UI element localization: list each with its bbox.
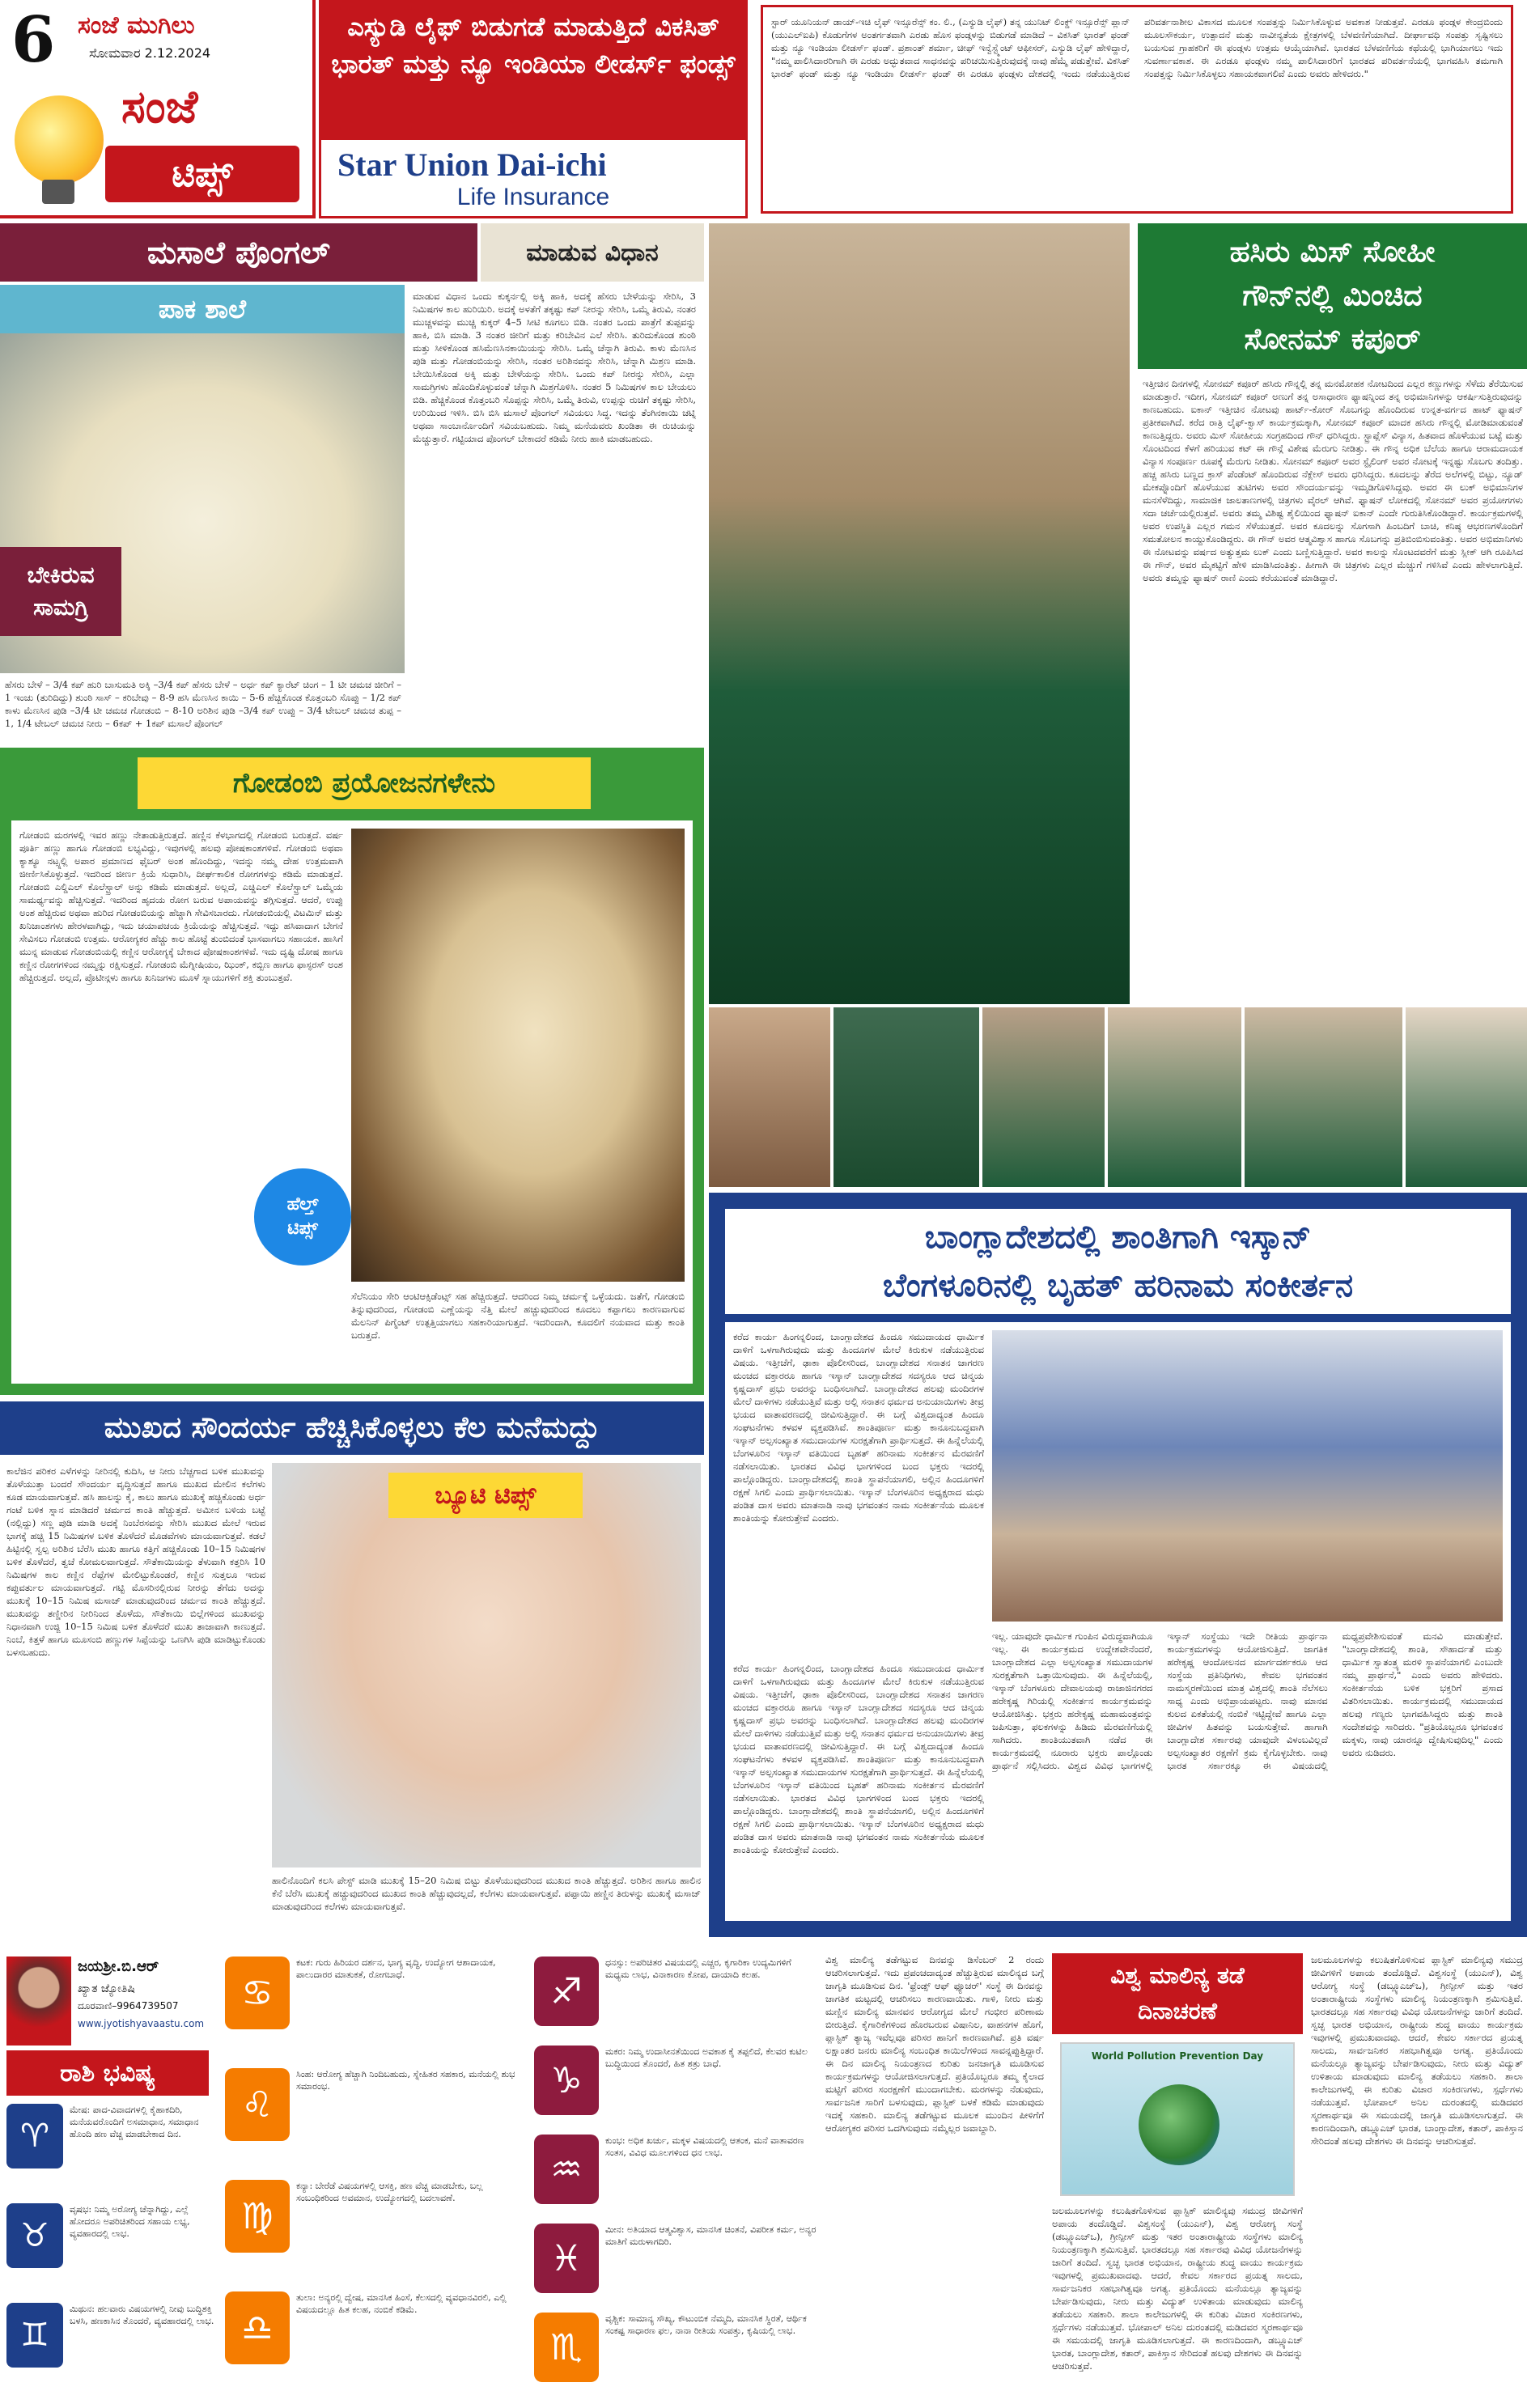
ad-headline-box [319,0,748,138]
section-title: ಸಂಜೆ [121,81,198,134]
kitchen-tag: ಪಾಕ ಶಾಲೆ [0,285,405,333]
rashi-mithuna: ♊ ಮಿಥುನ: ಹಲವಾರು ವಿಷಯಗಳಲ್ಲಿ ನೀವು ಬುದ್ಧಿಶಕ್ತಿ ಬಳಸಿ, ಹಣಕಾಸಿನ ತೊಂದರೆ, ವ್ಯವಹಾರದಲ್ಲಿ ಲಾಭ. [6,2303,217,2396]
method-text: ಮಾಡುವ ವಿಧಾನ ಒಂದು ಕುಕ್ಕರ್ನಲ್ಲಿ ಅಕ್ಕಿ ಹಾಕಿ, ಅದಕ್ಕೆ ಹೆಸರು ಬೇಳೆಯನ್ನು ಸೇರಿಸಿ, 3 ನಿಮಿಷಗಳ ಕಾಲ ಹುರಿಯಿರಿ. ಅದಕ್ಕೆ ಅಳತೆಗೆ ತಕ್ಕಷ್ಟು ಕಪ್ ನೀರನ್ನು ಸೇರಿಸಿ, ಒಮ್ಮೆ ತಿರುವಿ, ನಂತರ ಮುಚ್ಚಳವನ್ನು ಮುಚ್ಚಿ ಕುಕ್ಕರ್ 4–5 ಸೀಟಿ ಕೂಗಲು ಬಿಡಿ. ನಂತರ ಒಂದು ಪಾತ್ರೆಗೆ ತುಪ್ಪವನ್ನು ಹಾಕಿ, ಬಿಸಿ ಮಾಡಿ. 3 ನಂತರ ಜೀರಿಗೆ ಮತ್ತು ಕರಿಬೇವಿನ ಎಲೆ ಸೇರಿಸಿ. ತುರಿದುಕೊಂಡ ಶುಂಠಿ ಮತ್ತು ಸೀಳಿಕೊಂಡ ಹಸಿಮೆಣಸಿನಕಾಯಿಯನ್ನು ಸೇರಿಸಿ. ಒಮ್ಮೆ ಚೆನ್ನಾಗಿ ತಿರುವಿ. ಕಾಳು ಮೆಣಸಿನ ಪುಡಿ ಮತ್ತು ಗೋಡಂಬಿಯನ್ನು ಸೇರಿಸಿ, ನಂತರ ಅರಿಶಿನವನ್ನು ಸೇರಿಸಿ, ಚೆನ್ನಾಗಿ ಮಿಶ್ರಣ ಮಾಡಿ. ಬೇಯಿಸಿಕೊಂಡ ಅಕ್ಕಿ ಮತ್ತು ಬೇಳೆಯನ್ನು ಸೇರಿಸಿ. ಒಂದು ಕಪ್ ನೀರನ್ನು ಸೇರಿಸಿ, ಎಲ್ಲಾ ಸಾಮಗ್ರಿಗಳು ಹೊಂದಿಕೊಳ್ಳುವಂತೆ ಚೆನ್ನಾಗಿ ಮಿಶ್ರಗೊಳಿಸಿ. ನಂತರ 5 ನಿಮಿಷಗಳ ಕಾಲ ಬೇಯಲು ಬಿಡಿ. ಹೆಚ್ಚಿಕೊಂಡ ಕೊತ್ತಂಬರಿ ಸೊಪ್ಪನ್ನು ಸೇರಿಸಿ, ಒಮ್ಮೆ ತಿರುವಿ, ಉಪ್ಪನ್ನು ರುಚಿಗೆ ತಕ್ಕಷ್ಟು ಸೇರಿಸಿ, ಉರಿಯಿಂದ ಇಳಿಸಿ. ಬಿಸಿ ಬಿಸಿ ಮಸಾಲೆ ಪೊಂಗಲ್ ಸವಿಯಲು ಸಿದ್ಧ. ಇದನ್ನು ತೆಂಗಿನಕಾಯಿ ಚಟ್ನಿ ಅಥವಾ ಸಾಂಬಾರ್ನೊಂದಿಗೆ ಸವಿಯಬಹುದು. ನಿಮ್ಮ ಮನೆಯವರು ಖಂಡಿತಾ ಈ ರುಚಿಯನ್ನು ಮೆಚ್ಚುತ್ತಾರೆ. ಗಟ್ಟಿಯಾದ ಪೊಂಗಲ್ ಬೇಕಾದರೆ ಕಡಿಮೆ ನೀರು ಹಾಕಿ ಮಾಡಬಹುದು. [413,290,696,444]
rashi-mesha: ♈ ಮೇಷ: ಪಾದ-ವಿವಾದಗಳಲ್ಲಿ ಕೈಹಾಕದಿರಿ, ಮನೆಯವರೊಂದಿಗೆ ಅಸಮಾಧಾನ, ಸಮಾಧಾನ ಹೊಂದಿ ಹಣ ವೆಚ್ಚ ಮಾಡಬೇಕಾದ ದಿನ. [6,2104,217,2197]
astrologer-role: ಖ್ಯಾತ ಜ್ಯೋತಿಷಿ [78,1982,135,1995]
method-tab: ಮಾಡುವ ವಿಧಾನ [481,223,704,282]
iskcon-body-extra: ಕರೆದ ಕಾರ್ಯ ಹಿಂಗನ್ನಲಿಂದ, ಬಾಂಗ್ಲಾದೇಶದ ಹಿಂದೂ ಸಮುದಾಯದ ಧಾರ್ಮಿಕ ದಾಳಿಗೆ ಒಳಗಾಗಿರುವುದು ಮತ್ತು ಹಿಂದೂಗಳ ಮೇಲೆ ಕಿರುಕುಳ ನಡೆಯುತ್ತಿರುವ ವಿಷಯ. ಇತ್ತೀಚೆಗೆ, ಢಾಕಾ ಪೊಲೀಸರಿಂದ, ಬಾಂಗ್ಲಾದೇಶದ ಸನಾತನ ಜಾಗರಣ ಮಂಚದ ವಕ್ತಾರರೂ ಹಾಗೂ ಇಸ್ಕಾನ್ ಬಾಂಗ್ಲಾದೇಶದ ಸದಸ್ಯರೂ ಆದ ಚಿನ್ಮಯ ಕೃಷ್ಣದಾಸ್ ಪ್ರಭು ಅವರನ್ನು ಬಂಧಿಸಲಾಗಿದೆ. ಬಾಂಗ್ಲಾದೇಶದ ಹಲವು ಮಂದಿರಗಳ ಮೇಲೆ ದಾಳಿಗಳು ನಡೆಯುತ್ತಿವೆ ಮತ್ತು ಅಲ್ಲಿ ಸನಾತನ ಧರ್ಮದ ಅನುಯಾಯಿಗಳು ತೀವ್ರ ಭಯದ ವಾತಾವರಣದಲ್ಲಿ ಜೀವಿಸುತ್ತಿದ್ದಾರೆ. ಈ ಬಗ್ಗೆ ವಿಶ್ವದಾದ್ಯಂತ ಹಿಂದೂ ಸಂಘಟನೆಗಳು ಕಳವಳ ವ್ಯಕ್ತಪಡಿಸಿವೆ. ಶಾಂತಿಪೂರ್ಣ ಮತ್ತು ಕಾನೂನುಬದ್ಧವಾಗಿ ಇಸ್ಕಾನ್ ಅಲ್ಪಸಂಖ್ಯಾತ ಸಮುದಾಯಗಳ ಸುರಕ್ಷತೆಗಾಗಿ ಪ್ರಾರ್ಥಿಸುತ್ತದೆ. ಈ ಹಿನ್ನೆಲೆಯಲ್ಲಿ ಬೆಂಗಳೂರಿನ ಇಸ್ಕಾನ್ ವತಿಯಿಂದ ಬೃಹತ್ ಹರಿನಾಮ ಸಂಕೀರ್ತನ ಮೆರವಣಿಗೆ ನಡೆಸಲಾಯಿತು. ಭಾರತದ ವಿವಿಧ ಭಾಗಗಳಿಂದ ಬಂದ ಭಕ್ತರು ಇದರಲ್ಲಿ ಪಾಲ್ಗೊಂಡಿದ್ದರು. ಬಾಂಗ್ಲಾದೇಶದಲ್ಲಿ ಶಾಂತಿ ಸ್ಥಾಪನೆಯಾಗಲಿ, ಅಲ್ಲಿನ ಹಿಂದೂಗಳಿಗೆ ರಕ್ಷಣೆ ಸಿಗಲಿ ಎಂದು ಪ್ರಾರ್ಥಿಸಲಾಯಿತು. ಇಸ್ಕಾನ್ ಬೆಂಗಳೂರಿನ ಅಧ್ಯಕ್ಷರಾದ ಮಧು ಪಂಡಿತ ದಾಸ ಅವರು ಮಾತನಾಡಿ ನಾವು ಭಗವಂತನ ನಾಮ ಸಂಕೀರ್ತನೆಯ ಮೂಲಕ ಶಾಂತಿಯನ್ನು ಕೋರುತ್ತೇವೆ ಎಂದರು. [733,1663,984,1855]
pollution-section [825,1950,1527,2408]
iskcon-title-line1: ಬಾಂಗ್ಲಾದೇಶದಲ್ಲಿ ಶಾಂತಿಗಾಗಿ ಇಸ್ಕಾನ್ [924,1219,1312,1256]
cashew-section [0,748,704,1395]
aries-icon: ♈ [6,2104,63,2168]
beauty-title: ಮುಖದ ಸೌಂದರ್ಯ ಹೆಚ್ಚಿಸಿಕೊಳ್ಳಲು ಕೆಲ ಮನೆಮದ್ದು [0,1401,704,1455]
cashew-photo [351,829,685,1282]
capricorn-icon: ♑ [534,2046,599,2115]
sonam-body: ಇತ್ತೀಚಿನ ದಿನಗಳಲ್ಲಿ ಸೋನಮ್ ಕಪೂರ್ ಹಸಿರು ಗೌನ್ನಲ್ಲಿ ತನ್ನ ಮನಮೋಹಕ ನೋಟದಿಂದ ಎಲ್ಲರ ಕಣ್ಣುಗಳನ್ನು ಸೆಳೆದು ತೆರೆಯಿಸುವ ಮಾಡುತ್ತಾರೆ. ಇದೀಗ, ಸೋನಮ್ ಕಪೂರ್ ಅಣುಗೆ ತನ್ನ ಅಸಾಧಾರಣ ಫ್ಯಾಷನ್ನಿಂದ ತನ್ನ ಅಭಿಮಾನಿಗಳನ್ನು ಆಕರ್ಷಿಸುತ್ತಿರುವುದನ್ನು ಕಾಣಬಹುದು. ಐಕಾನ್ ಇತ್ತೀಚಿನ ನೋಟವು ಹಾರ್ಟ್-ಕೋರ್ ಸೊಬಗನ್ನು ಹೊಂದಿರುವ ಉನ್ನತ-ವರ್ಗದ ಹಾಟ್ ಫ್ಯಾಷನ್ ಪ್ರತೀಕವಾಗಿದೆ. ಕರೆದ ರಾತ್ರಿ ಲೈಫ್-ಕ್ವಾಸ್ ಕಾರ್ಯಕ್ರಮಕ್ಕಾಗಿ, ಸೋನಮ್ ಕಪೂರ್ ಮಾದಕ ಹಸಿರು ಗೌನ್ನಲ್ಲಿ ಮೋಡಿಮಾಡುವಂತೆ ಕಾಣುತ್ತಿದ್ದರು. ಅವರು ಮಿಸ್ ಸೋಹೀಯ ಸಂಗ್ರಹದಿಂದ ಗೌನ್ ಧರಿಸಿದ್ದರು. ಸ್ಟ್ರಾಪ್ಲೆಸ್ ವಿನ್ಯಾಸ, ಹಿತವಾದ ಹೊಳೆಯುವ ಬಟ್ಟೆ ಮತ್ತು ಸೊಂಟದಿಂದ ಕೆಳಗೆ ಹರಿಯುವ ಕಟ್ ಈ ಗೌನ್ಗೆ ವಿಶೇಷ ಮೆರುಗು ನೀಡಿತ್ತು. ಈ ಗೌನ್ನ ಅಧಿಕ ಬೆಲೆಯ ಹಾಗೂ ಆರಾಮದಾಯಕ ವಿನ್ಯಾಸ ಸಂಪೂರ್ಣ ರೂಪಕ್ಕೆ ಮೆರುಗು ನೀಡಿತು. ಸೋನಮ್ ಕಪೂರ್ ಅವರ ಸ್ಟೈಲಿಂಗ್ ಅವರ ನೋಟಕ್ಕೆ ಇನ್ನಷ್ಟು ಸೊಬಗು ತಂದಿತ್ತು. ಹಚ್ಚ ಹಸಿರು ಬಣ್ಣದ ಕ್ರಾಸ್ ಪೆಂಡೆಂಟ್ ಹೊಂದಿರುವ ನೆಕ್ಲೇಸ್ ಅವರು ಧರಿಸಿದ್ದರು. ಕೂದಲನ್ನು ತೆರೆದ ಅಲೆಗಳಲ್ಲಿ ಬಿಟ್ಟು, ನ್ಯೂಡ್ ಮೇಕಪ್ನೊಂದಿಗೆ ಹೊಳೆಯುವ ತುಟಿಗಳು ಅವರ ಸೌಂದರ್ಯವನ್ನು ಇಮ್ಮಡಿಗೊಳಿಸಿದ್ದವು. ಅವರ ಈ ಲುಕ್ ಅಭಿಮಾನಿಗಳ ಮನಸೆಳೆದಿದ್ದು, ಸಾಮಾಜಿಕ ಜಾಲತಾಣಗಳಲ್ಲಿ ಚಿತ್ರಗಳು ವೈರಲ್ ಆಗಿವೆ. ಫ್ಯಾಷನ್ ಲೋಕದಲ್ಲಿ ಸೋನಮ್ ಅವರ ಪ್ರಯೋಗಗಳು ಸದಾ ಚರ್ಚೆಯಲ್ಲಿರುತ್ತವೆ. ಅವರು ತಮ್ಮ ವಿಶಿಷ್ಟ ಶೈಲಿಯಿಂದ ಫ್ಯಾಷನ್ ಐಕಾನ್ ಎಂದೇ ಗುರುತಿಸಿಕೊಂಡಿದ್ದಾರೆ. ಕಾರ್ಯಕ್ರಮಗಳಲ್ಲಿ ಅವರ ಉಪಸ್ಥಿತಿ ಎಲ್ಲರ ಗಮನ ಸೆಳೆಯುತ್ತದೆ. ಅವರ ಕೂದಲನ್ನು ಸೊಗಸಾಗಿ ಹಿಂಬದಿಗೆ ಬಾಚಿ, ಕನಿಷ್ಠ ಆಭರಣಗಳೊಂದಿಗೆ ಸಮತೋಲನ ಕಾಯ್ದುಕೊಂಡಿದ್ದರು. ಈ ಗೌನ್ ಅವರ ಆತ್ಮವಿಶ್ವಾಸ ಹಾಗೂ ಸೊಬಗನ್ನು ಪ್ರತಿಬಿಂಬಿಸುವಂತಿತ್ತು. ಅವರ ಅಭಿಮಾನಿಗಳು ಈ ನೋಟವನ್ನು ವರ್ಷದ ಅತ್ಯುತ್ತಮ ಲುಕ್ ಎಂದು ಬಣ್ಣಿಸುತ್ತಿದ್ದಾರೆ. ಅವರ ಕಾಲನ್ನು ಸೊಂಟದವರೆಗೆ ಮತ್ತು ಸ್ಲೀಕ್ ಆಗಿ ರೂಪಿಸಿದ ಈ ಗೌನ್, ಅವರ ಮೈಕಟ್ಟಿಗೆ ಹೇಳಿ ಮಾಡಿಸಿದಂತಿತ್ತು. ಹೀಗಾಗಿ ಈ ಚಿತ್ರಗಳು ಎಲ್ಲರ ಮೆಚ್ಚುಗೆ ಗಳಿಸಿವೆ ಎಂದು ಹೇಳಲಾಗುತ್ತಿದೆ. ಅವರು ತಮ್ಮನ್ನು ಫ್ಯಾಷನ್ ರಾಣಿ ಎಂದು ಕರೆಯುವಂತೆ ಮಾಡಿದ್ದಾರೆ. [1143,378,1523,583]
iskcon-body-bottom: ಇಲ್ಲ. ಯಾವುದೇ ಧಾರ್ಮಿಕ ಗುಂಪಿನ ವಿರುದ್ಧವಾಗಿಯೂ ಇಲ್ಲ. ಈ ಕಾರ್ಯಕ್ರಮದ ಉದ್ದೇಶವೇನೆಂದರೆ, ಬಾಂಗ್ಲಾದೇಶದ ಎಲ್ಲಾ ಅಲ್ಪಸಂಖ್ಯಾತ ಸಮುದಾಯಗಳ ಸುರಕ್ಷತೆಗಾಗಿ ಒತ್ತಾಯಿಸುವುದು. ಈ ಹಿನ್ನೆಲೆಯಲ್ಲಿ, ಇಸ್ಕಾನ್ ಬೆಂಗಳೂರು ದೇವಾಲಯವು ರಾಜಾಜಿನಗರದ ಹರೇಕೃಷ್ಣ ಗಿರಿಯಲ್ಲಿ ಸಂಕೀರ್ತನ ಕಾರ್ಯಕ್ರಮವನ್ನು ಆಯೋಜಿಸಿತ್ತು. ಭಕ್ತರು ಹರೇಕೃಷ್ಣ ಮಹಾಮಂತ್ರವನ್ನು ಜಪಿಸುತ್ತಾ, ಫಲಕಗಳನ್ನು ಹಿಡಿದು ಮೆರವಣಿಗೆಯಲ್ಲಿ ಸಾಗಿದರು. ಶಾಂತಿಯುತವಾಗಿ ನಡೆದ ಈ ಕಾರ್ಯಕ್ರಮದಲ್ಲಿ ನೂರಾರು ಭಕ್ತರು ಪಾಲ್ಗೊಂಡು ಪ್ರಾರ್ಥನೆ ಸಲ್ಲಿಸಿದರು. ವಿಶ್ವದ ವಿವಿಧ ಭಾಗಗಳಲ್ಲಿ ಇಸ್ಕಾನ್ ಸಂಸ್ಥೆಯು ಇದೇ ರೀತಿಯ ಪ್ರಾರ್ಥನಾ ಕಾರ್ಯಕ್ರಮಗಳನ್ನು ಆಯೋಜಿಸುತ್ತಿದೆ. ಜಾಗತಿಕ ಹರೇಕೃಷ್ಣ ಆಂದೋಲನದ ಮಾರ್ಗದರ್ಶಕರೂ ಆದ ಸಂಸ್ಥೆಯ ಪ್ರತಿನಿಧಿಗಳು, ಕೇವಲ ಭಗವಂತನ ನಾಮಸ್ಮರಣೆಯಿಂದ ಮಾತ್ರ ವಿಶ್ವದಲ್ಲಿ ಶಾಂತಿ ನೆಲೆಸಲು ಸಾಧ್ಯ ಎಂದು ಅಭಿಪ್ರಾಯಪಟ್ಟರು. ನಾವು ಮಾನವ ಕುಲದ ಏಕತೆಯಲ್ಲಿ ನಂಬಿಕೆ ಇಟ್ಟಿದ್ದೇವೆ ಹಾಗೂ ಎಲ್ಲಾ ಜೀವಿಗಳ ಹಿತವನ್ನು ಬಯಸುತ್ತೇವೆ. ಹಾಗಾಗಿ ಬಾಂಗ್ಲಾದೇಶ ಸರ್ಕಾರವು ಯಾವುದೇ ವಿಳಂಬವಿಲ್ಲದೆ ಅಲ್ಪಸಂಖ್ಯಾತರ ರಕ್ಷಣೆಗೆ ಕ್ರಮ ಕೈಗೊಳ್ಳಬೇಕು. ನಾವು ಭಾರತ ಸರ್ಕಾರಕ್ಕೂ ಈ ವಿಷಯದಲ್ಲಿ ಮಧ್ಯಪ್ರವೇಶಿಸುವಂತೆ ಮನವಿ ಮಾಡುತ್ತೇವೆ. "ಬಾಂಗ್ಲಾದೇಶದಲ್ಲಿ ಶಾಂತಿ, ಸೌಹಾರ್ದತೆ ಮತ್ತು ಧಾರ್ಮಿಕ ಸ್ವಾತಂತ್ರ್ಯ ಮರಳಿ ಸ್ಥಾಪನೆಯಾಗಲಿ ಎಂಬುದೇ ನಮ್ಮ ಪ್ರಾರ್ಥನೆ," ಎಂದು ಅವರು ಹೇಳಿದರು. ಸಂಕೀರ್ತನೆಯ ಬಳಿಕ ಭಕ್ತರಿಗೆ ಪ್ರಸಾದ ವಿತರಿಸಲಾಯಿತು. ಕಾರ್ಯಕ್ರಮದಲ್ಲಿ ಸಮುದಾಯದ ಹಲವು ಗಣ್ಯರು ಭಾಗವಹಿಸಿದ್ದರು ಮತ್ತು ಶಾಂತಿ ಸಂದೇಶವನ್ನು ಸಾರಿದರು. "ಪ್ರತಿಯೊಬ್ಬರೂ ಭಗವಂತನ ಮಕ್ಕಳು, ನಾವು ಯಾರನ್ನೂ ದ್ವೇಷಿಸುವುದಿಲ್ಲ" ಎಂದು ಅವರು ನುಡಿದರು. [992,1630,1503,1771]
beauty-photo [272,1463,701,1867]
sonam-thumb-4 [1108,1007,1241,1187]
sonam-thumb-6 [1406,1007,1527,1187]
sonam-section [709,223,1527,1004]
ad-headline: ಎಸ್ಯುಡಿ ಲೈಫ್ ಬಿಡುಗಡೆ ಮಾಡುತ್ತಿದೆ ವಿಕಸಿತ್ ಭಾರತ್ ಮತ್ತು ನ್ಯೂ ಇಂಡಿಯಾ ಲೀಡರ್ಸ್ ಫಂಡ್ಸ್ [331,11,736,79]
leo-icon: ♌ [225,2068,290,2141]
ad-body: ಸ್ಟಾರ್ ಯೂನಿಯನ್ ಡಾಯ್-ಇಚಿ ಲೈಫ್ ಇನ್ಸೂರೆನ್ಸ್ ಕಂ. ಲಿ., (ಎಸ್ಯುಡಿ ಲೈಫ್) ತನ್ನ ಯುನಿಟ್ ಲಿಂಕ್ಡ್ ಇನ್ಸೂರೆನ್ಸ್ ಪ್ಲಾನ್ (ಯುಎಲ್ಐಪಿ) ಕೊಡುಗೆಗಳ ಅಂತರ್ಗತವಾಗಿ ಎರಡು ಹೊಸ ಫಂಡ್ಗಳನ್ನು ಬಿಡುಗಡೆ ಮಾಡಿದೆ – ವಿಕಸಿತ್ ಭಾರತ್ ಫಂಡ್ ಮತ್ತು ನ್ಯೂ ಇಂಡಿಯಾ ಲೀಡರ್ಸ್ ಫಂಡ್. ಪ್ರಶಾಂತ್ ಶರ್ಮಾ, ಚೀಫ್ ಇನ್ವೆಸ್ಟ್ಮೆಂಟ್ ಆಫೀಸರ್, ಎಸ್ಯುಡಿ ಲೈಫ್ ಹೇಳಿದ್ದಾರೆ, "ನಮ್ಮ ಪಾಲಿಸಿದಾರರಿಗಾಗಿ ಈ ಎರಡು ಅದ್ಭುತವಾದ ಸಾಧನವನ್ನು ಪರಿಚಯಿಸುತ್ತಿರುವುದಕ್ಕೆ ನಾವು ಹೆಮ್ಮೆ ಪಡುತ್ತೇವೆ. ವಿಕಸಿತ್ ಭಾರತ್ ಫಂಡ್ ಮತ್ತು ನ್ಯೂ ಇಂಡಿಯಾ ಲೀಡರ್ಸ್ ಫಂಡ್ ಈ ಎರಡೂ ಫಂಡ್ಗಳು ದೇಶದಲ್ಲಿ ಇಂದು ನಡೆಯುತ್ತಿರುವ ಪರಿವರ್ತನಾಶೀಲ ವಿಕಾಸದ ಮೂಲಕ ಸಂಪತ್ತನ್ನು ನಿರ್ಮಿಸಿಕೊಳ್ಳುವ ಅವಕಾಶ ನೀಡುತ್ತವೆ. ಎರಡೂ ಫಂಡ್ಗಳ ಕೇಂದ್ರಬಿಂದು ಮೂಲಸೌಕರ್ಯ, ಉತ್ಪಾದನೆ ಮತ್ತು ನಾವೀನ್ಯತೆಯ ಕ್ಷೇತ್ರಗಳಲ್ಲಿ ಬೆಳವಣಿಗೆಯಾಗಿದೆ. ದೀರ್ಘಾವಧಿ ಸಂಪತ್ತು ಸೃಷ್ಟಿಸಲು ಬಯಸುವ ಗ್ರಾಹಕರಿಗೆ ಈ ಫಂಡ್ಗಳು ಉತ್ತಮ ಆಯ್ಕೆಯಾಗಿವೆ. ಭಾರತದ ಬೆಳವಣಿಗೆಯ ಕಥೆಯಲ್ಲಿ ಭಾಗಿಯಾಗಲು ಇದು ಸುವರ್ಣಾವಕಾಶ. ಈ ಎರಡೂ ಫಂಡ್ಗಳು ನಮ್ಮ ಪಾಲಿಸಿದಾರರಿಗೆ ಭಾರತದ ಪರಿವರ್ತನೆಯಲ್ಲಿ ಭಾಗವಹಿಸಿ ತಮಗಾಗಿ ಸಂಪತ್ತನ್ನು ನಿರ್ಮಿಸಿಕೊಳ್ಳಲು ಸಹಾಯಕವಾಗಲಿವೆ ಎಂದು ಅವರು ಹೇಳಿದರು." [761,5,1513,214]
pollution-body-left: ವಿಶ್ವ ಮಾಲಿನ್ಯ ತಡೆಗಟ್ಟುವ ದಿನವನ್ನು ಡಿಸೆಂಬರ್ 2 ರಂದು ಆಚರಿಸಲಾಗುತ್ತದೆ. ಇದು ಪ್ರಪಂಚದಾದ್ಯಂತ ಹೆಚ್ಚುತ್ತಿರುವ ಮಾಲಿನ್ಯದ ಬಗ್ಗೆ ಜಾಗೃತಿ ಮೂಡಿಸುವ ದಿನ. 'ಫ್ರೆಂಡ್ಸ್ ಆಫ್ ಫ್ಯೂಚರ್' ಸಂಸ್ಥೆ ಈ ದಿನವನ್ನು ಜಾಗತಿಕ ಮಟ್ಟದಲ್ಲಿ ಆಚರಿಸಲು ಕಾರಣವಾಯಿತು. ಗಾಳಿ, ನೀರು ಮತ್ತು ಮಣ್ಣಿನ ಮಾಲಿನ್ಯ ಮಾನವನ ಆರೋಗ್ಯದ ಮೇಲೆ ಗಂಭೀರ ಪರಿಣಾಮ ಬೀರುತ್ತಿದೆ. ಕೈಗಾರಿಕೆಗಳಿಂದ ಹೊರಬರುವ ವಿಷಾನಿಲ, ವಾಹನಗಳ ಹೊಗೆ, ಪ್ಲಾಸ್ಟಿಕ್ ತ್ಯಾಜ್ಯ ಇವೆಲ್ಲವೂ ಪರಿಸರ ಹಾನಿಗೆ ಕಾರಣವಾಗಿವೆ. ಪ್ರತಿ ವರ್ಷ ಲಕ್ಷಾಂತರ ಜನರು ಮಾಲಿನ್ಯ ಸಂಬಂಧಿತ ಕಾಯಿಲೆಗಳಿಂದ ಸಾವನ್ನಪ್ಪುತ್ತಿದ್ದಾರೆ. ಈ ದಿನ ಮಾಲಿನ್ಯ ನಿಯಂತ್ರಣದ ಕುರಿತು ಜನಜಾಗೃತಿ ಮೂಡಿಸುವ ಕಾರ್ಯಕ್ರಮಗಳನ್ನು ಆಯೋಜಿಸಲಾಗುತ್ತದೆ. ಪ್ರತಿಯೊಬ್ಬರೂ ತಮ್ಮ ಕೈಲಾದ ಮಟ್ಟಿಗೆ ಪರಿಸರ ಸಂರಕ್ಷಣೆಗೆ ಮುಂದಾಗಬೇಕು. ಮರಗಳನ್ನು ನೆಡುವುದು, ಸಾರ್ವಜನಿಕ ಸಾರಿಗೆ ಬಳಸುವುದು, ಪ್ಲಾಸ್ಟಿಕ್ ಬಳಕೆ ಕಡಿಮೆ ಮಾಡುವುದು ಇದಕ್ಕೆ ಸಹಕಾರಿ. ಮಾಲಿನ್ಯ ತಡೆಗಟ್ಟುವ ಮೂಲಕ ಮುಂದಿನ ಪೀಳಿಗೆಗೆ ಆರೋಗ್ಯಕರ ಪರಿಸರ ಒದಗಿಸುವುದು ನಮ್ಮೆಲ್ಲರ ಜವಾಬ್ದಾರಿ. [825,1954,1044,2134]
globe-icon [1139,2084,1219,2165]
taurus-icon: ♉ [6,2203,63,2268]
astrologer-photo [6,1956,71,2046]
rashi-title: ರಾಶಿ ಭವಿಷ್ಯ [6,2050,209,2096]
pollution-title-line1: ವಿಶ್ವ ಮಾಲಿನ್ಯ ತಡೆ [1110,1962,1245,1989]
section-subtitle: ಟಿಪ್ಸ್ [105,146,299,202]
sonam-thumb-3 [982,1007,1104,1187]
libra-icon: ♎ [225,2291,290,2364]
ad-brand-sub: Life Insurance [456,184,610,210]
health-tips-line1: ಹೆಲ್ತ್ [286,1194,319,1215]
sonam-title-line2: ಗೌನ್‌ನಲ್ಲಿ ಮಿಂಚಿದ [1242,279,1423,312]
beauty-body-bottom: ಹಾಲಿನೊಂದಿಗೆ ಕಲಸಿ ಪೇಸ್ಟ್ ಮಾಡಿ ಮುಖಕ್ಕೆ 15–20 ನಿಮಿಷ ಬಿಟ್ಟು ತೊಳೆಯುವುದರಿಂದ ಮುಖದ ಕಾಂತಿ ಹೆಚ್ಚುತ್ತದೆ. ಅರಿಶಿನ ಹಾಗೂ ಹಾಲಿನ ಕೆನೆ ಬೆರೆಸಿ ಮುಖಕ್ಕೆ ಹಚ್ಚುವುದರಿಂದ ಮುಖದ ಕಾಂತಿ ಹೆಚ್ಚುವುದಲ್ಲದೆ, ಕಲೆಗಳು ಮಾಯವಾಗುತ್ತವೆ. ಪಪ್ಪಾಯಿ ಹಣ್ಣಿನ ತಿರುಳನ್ನು ಮುಖಕ್ಕೆ ಮಸಾಜ್ ಮಾಡುವುದರಿಂದ ಕಲೆಗಳು ಮಾಯವಾಗುತ್ತವೆ. [272,1875,701,1912]
pollution-poster [1060,2042,1295,2196]
rashi-simha: ♌ ಸಿಂಹ: ಆರೋಗ್ಯ ಹೆಚ್ಚಾಗಿ ನಿಂದಿಬಹುದು, ಸ್ನೇಹಿತರ ಸಹಕಾರ, ಮನೆಯಲ್ಲಿ ಶುಭ ಸಮಾರಂಭ. [225,2068,524,2172]
recipe-section [0,223,704,741]
scorpio-icon: ♏ [534,2313,599,2382]
sonam-thumb-2 [833,1007,979,1187]
beauty-tag: ಬ್ಯೂಟಿ ಟಿಪ್ಸ್ [388,1473,583,1518]
sud-life-ad [319,0,1527,218]
astrologer-name: ಜಯಶ್ರೀ.ಬಿ.ಆರ್ [78,1958,159,1975]
rashi-tula: ♎ ತುಲಾ: ಅನ್ಯರಲ್ಲಿ ದ್ವೇಷ, ಮಾನಸಿಕ ಹಿಂಸೆ, ಕೆಲಸದಲ್ಲಿ ವ್ಯವಧಾನವಿರಲಿ, ಎಲ್ಲಿ ವಿಷಯದಲ್ಲೂ ಹಿತ ಕಲಹ, ನಂಬಿಕೆ ಕಡಿಮೆ. [225,2291,524,2395]
astrology-section [0,1950,825,2408]
pisces-icon: ♓ [534,2224,599,2293]
beauty-section [0,1401,704,1935]
poster-caption: World Pollution Prevention Day [1091,2050,1264,2062]
iskcon-title [725,1209,1511,1314]
beauty-body: ಕಾಲೆಜಿನ ಪರಿಕರ ಎಳೆಗಳನ್ನು ನೀರಿನಲ್ಲಿ ಕುದಿಸಿ, ಆ ನೀರು ಬೆಚ್ಚಗಾದ ಬಳಿಕ ಮುಖವನ್ನು ತೊಳೆಯುತ್ತಾ ಬಂದರೆ ಸೌಂದರ್ಯ ವೃದ್ಧಿಸುತ್ತದೆ ಹಾಗೂ ಮುಖದ ಮೇಲಿನ ಕಲೆಗಳು ಕೂಡ ಮಾಯವಾಗುತ್ತವೆ. ಹಸಿ ಹಾಲನ್ನು ಕೈ, ಕಾಲು ಹಾಗೂ ಮುಖಕ್ಕೆ ಹಚ್ಚಿಕೊಂಡು ಅರ್ಧ ಗಂಟೆ ಬಳಿಕ ಸ್ನಾನ ಮಾಡಿದರೆ ಚರ್ಮದ ಕಾಂತಿ ಹೆಚ್ಚುತ್ತದೆ. ಅಮೀನ ಬಳಿಯ ಬಟ್ಟೆ (ನಲ್ಲಿದ್ದು) ಸಣ್ಣ ಪುಡಿ ಮಾಡಿ ಅದಕ್ಕೆ ನಿಂಬೆರಸವನ್ನು ಸೇರಿಸಿ ಮುಖದ ಮೇಲೆ ಇರುವ ಭಾಗಕ್ಕೆ ಹಚ್ಚಿ 15 ನಿಮಿಷಗಳ ಬಳಿಕ ತೊಳೆದರೆ ಮೊಡವೆಗಳು ಮಾಯವಾಗುತ್ತವೆ. ಕಡಲೆ ಹಿಟ್ಟಿನಲ್ಲಿ ಸ್ವಲ್ಪ ಅರಿಶಿನ ಬೆರೆಸಿ ಮುಖ ಹಾಗೂ ಕತ್ತಿಗೆ ಹಚ್ಚಿಕೊಂಡು 10–15 ನಿಮಿಷಗಳ ಬಳಿಕ ತೊಳೆದರೆ, ತ್ವಚೆ ಕೋಮಲವಾಗುತ್ತದೆ. ಸೌತೆಕಾಯಿಯನ್ನು ತೆಳುವಾಗಿ ಕತ್ತರಿಸಿ 10 ನಿಮಿಷಗಳ ಕಾಲ ಕಣ್ಣಿನ ರೆಪ್ಪೆಗಳ ಮೇಲಿಟ್ಟುಕೊಂಡರೆ, ಕಣ್ಣಿನ ಸುತ್ತಲೂ ಇರುವ ಕಪ್ಪುವರ್ತುಲ ಮಾಯವಾಗುತ್ತದೆ. ಗಟ್ಟಿ ಮೊಸರಿನಲ್ಲಿರುವ ನೀರನ್ನು ತೆಗೆದು ಅದನ್ನು ಮುಖಕ್ಕೆ 10–15 ನಿಮಿಷ ಮಸಾಜ್ ಮಾಡುವುದರಿಂದ ಚರ್ಮದ ಕಾಂತಿ ಹೆಚ್ಚುತ್ತದೆ. ಮುಖವನ್ನು ತಣ್ಣೀರಿನ ನೀರಿನಿಂದ ತೊಳೆದು, ಸೌತೆಕಾಯಿ ಬಿಲ್ಲೆಗಳಿಂದ ಮುಖವನ್ನು ನಿಧಾನವಾಗಿ ಉಜ್ಜಿ 10–15 ನಿಮಿಷ ಬಳಿಕ ತೊಳೆದರೆ ಮುಖ ತಾಜಾವಾಗಿ ಕಾಣುತ್ತದೆ. ನಿಂಬೆ, ಕಿತ್ತಳೆ ಹಾಗೂ ಮೂಸಂಬಿ ಹಣ್ಣುಗಳ ಸಿಪ್ಪೆಯನ್ನು ಒಣಗಿಸಿ ಪುಡಿ ಮಾಡಿಟ್ಟುಕೊಂಡು ಬಳಸಬಹುದು. [6,1465,265,1658]
cancer-icon: ♋ [225,1956,290,2029]
ingredients-text: ಹೆಸರು ಬೇಳೆ – 3/4 ಕಪ್ ಹುರಿ ಬಾಸುಮತಿ ಅಕ್ಕಿ –3/4 ಕಪ್ ಹೆಸರು ಬೇಳೆ – ಅರ್ಧ ಕಪ್ ಕ್ಯಾರೆಟ್ ಚಿಂಗ – 1 ಟೀ ಚಮಚ ಜೀರಿಗೆ – 1 ಇಂಚು (ತುರಿದಿದ್ದು) ಶುಂಠಿ ಸಾಸ್ – ಕರಿಬೇವು – 8-9 ಹಸಿ ಮೆಣಸಿನ ಕಾಯಿ – 5-6 ಹೆಚ್ಚಿಕೊಂಡ ಕೊತ್ತಂಬರಿ ಸೊಪ್ಪು – 1/2 ಕಪ್ ಕಾಳು ಮೆಣಸಿನ ಪುಡಿ –3/4 ಟೀ ಚಮಚ ಗೋಡಂಬಿ – 8-10 ಅರಿಶಿನ ಪುಡಿ –3/4 ಕಪ್ ಉಪ್ಪು – 3/4 ಟೇಬಲ್ ಚಮಚ ತುಪ್ಪ – 1, 1/4 ಟೇಬಲ್ ಚಮಚ ನೀರು – 6ಕಪ್ + 1ಕಪ್ ಮಸಾಲೆ ಪೊಂಗಲ್ [5,679,401,729]
masthead [0,0,316,218]
rashi-kanya: ♍ ಕನ್ಯಾ: ಬೇರೆಡೆ ವಿಷಯಗಳಲ್ಲಿ ಆಸಕ್ತಿ, ಹಣ ವೆಚ್ಚ ಮಾಡಬೇಕು, ಬಲ್ಲ ಸಂಬಂಧಿಕರಿಂದ ಅವಮಾನ, ಉದ್ಯೋಗದಲ್ಲಿ ಬದಲಾವಣೆ. [225,2180,524,2283]
iskcon-section [709,1193,1527,1937]
rashi-meena: ♓ ಮೀನ: ಅತಿಯಾದ ಆತ್ಮವಿಶ್ವಾಸ, ಮಾನಸಿಕ ಚಿಂತನೆ, ವಿಪರೀತ ಕರ್ಮ, ಅನ್ಯರ ಮಾತಿಗೆ ಮರುಳಾಗದಿರಿ. [534,2224,817,2304]
cashew-body-bottom: ಸೆಲೆನಿಯಂ ಸೇರಿ ಆಂಟಿಆಕ್ಸಿಡೆಂಟ್ಸ್ ಸಹ ಹೆಚ್ಚಿರುತ್ತದೆ. ಆದರಿಂದ ನಿಮ್ಮ ಚರ್ಮಕ್ಕೆ ಒಳ್ಳೆಯದು. ಜತೆಗೆ, ಗೋಡಂಬಿ ತಿನ್ನುವುದರಿಂದ, ಗೋಡಂಬಿ ಎಣ್ಣೆಯನ್ನು ನೆತ್ತಿ ಮೇಲೆ ಹಚ್ಚುವುದರಿಂದ ಕೂದಲು ಕಪ್ಪಾಗಲು ಕಾರಣವಾಗುವ ಮೆಲನಿನ್ ಪಿಗ್ಮೆಂಟ್ ಉತ್ಪತ್ತಿಯಾಗಲು ಸಹಕಾರಿಯಾಗುತ್ತದೆ. ಇದರಿಂದಾಗಿ, ಕೂದಲಿಗೆ ನಯವಾದ ಮತ್ತು ಕಾಂತಿ ಬರುತ್ತದೆ. [351,1291,685,1341]
recipe-title: ಮಸಾಲೆ ಪೊಂಗಲ್ [0,223,477,282]
paper-name: ಸಂಜೆ ಮುಗಿಲು [78,11,195,40]
rashi-vrishchika: ♏ ವೃಶ್ಚಿಕ: ಸಾಮಾನ್ಯ ಸೌಖ್ಯ, ಕೌಟುಂಬಿಕ ನೆಮ್ಮದಿ, ಮಾನಸಿಕ ಸ್ಥಿರತೆ, ಆರ್ಥಿಕ ಸಂಕಷ್ಟ ಸಾಧಾರಣ ಫಲ, ನಾನಾ ರೀತಿಯ ಸಂಪತ್ತು, ಕೃಷಿಯಲ್ಲಿ ಲಾಭ. [534,2313,817,2393]
ad-brand-logo [319,138,748,218]
cashew-title: ಗೋಡಂಬಿ ಪ್ರಯೋಜನಗಳೇನು [138,757,591,809]
sonam-thumb-5 [1245,1007,1402,1187]
pollution-body-center: ಜಲಮೂಲಗಳನ್ನು ಕಲುಷಿತಗೊಳಿಸುವ ಪ್ಲಾಸ್ಟಿಕ್ ಮಾಲಿನ್ಯವು ಸಮುದ್ರ ಜೀವಿಗಳಿಗೆ ಅಪಾಯ ತಂದೊಡ್ಡಿದೆ. ವಿಶ್ವಸಂಸ್ಥೆ (ಯುಎನ್), ವಿಶ್ವ ಆರೋಗ್ಯ ಸಂಸ್ಥೆ (ಡಬ್ಲ್ಯೂಎಚ್ಒ), ಗ್ರೀನ್ಪೀಸ್ ಮತ್ತು ಇತರ ಅಂತಾರಾಷ್ಟ್ರೀಯ ಸಂಸ್ಥೆಗಳು ಮಾಲಿನ್ಯ ನಿಯಂತ್ರಣಕ್ಕಾಗಿ ಶ್ರಮಿಸುತ್ತಿವೆ. ಭಾರತದಲ್ಲೂ ಸಹ ಸರ್ಕಾರವು ವಿವಿಧ ಯೋಜನೆಗಳನ್ನು ಜಾರಿಗೆ ತಂದಿದೆ. ಸ್ವಚ್ಛ ಭಾರತ ಅಭಿಯಾನ, ರಾಷ್ಟ್ರೀಯ ಶುದ್ಧ ವಾಯು ಕಾರ್ಯಕ್ರಮ ಇವುಗಳಲ್ಲಿ ಪ್ರಮುಖವಾದವು. ಆದರೆ, ಕೇವಲ ಸರ್ಕಾರದ ಪ್ರಯತ್ನ ಸಾಲದು, ಸಾರ್ವಜನಿಕರ ಸಹಭಾಗಿತ್ವವೂ ಅಗತ್ಯ. ಪ್ರತಿಯೊಂದು ಮನೆಯಲ್ಲೂ ತ್ಯಾಜ್ಯವನ್ನು ಬೇರ್ಪಡಿಸುವುದು, ನೀರು ಮತ್ತು ವಿದ್ಯುತ್ ಉಳಿತಾಯ ಮಾಡುವುದು ಮಾಲಿನ್ಯ ತಡೆಯಲು ಸಹಕಾರಿ. ಶಾಲಾ ಕಾಲೇಜುಗಳಲ್ಲಿ ಈ ಕುರಿತು ವಿಚಾರ ಸಂಕಿರಣಗಳು, ಸ್ಪರ್ಧೆಗಳು ನಡೆಯುತ್ತವೆ. ಭೋಪಾಲ್ ಅನಿಲ ದುರಂತದಲ್ಲಿ ಮಡಿದವರ ಸ್ಮರಣಾರ್ಥವೂ ಈ ಸಮಯದಲ್ಲಿ ಜಾಗೃತಿ ಮೂಡಿಸಲಾಗುತ್ತದೆ. ಈ ಕಾರಣದಿಂದಾಗಿ, ಡಬ್ಲ್ಯೂಎಚ್ ಭಾರತ, ಬಾಂಗ್ಲಾದೇಶ, ಕತಾರ್, ಪಾಕಿಸ್ತಾನ ಸೇರಿದಂತೆ ಹಲವು ದೇಶಗಳು ಈ ದಿನವನ್ನು ಆಚರಿಸುತ್ತವೆ. [1052,2205,1303,2372]
aquarius-icon: ♒ [534,2135,599,2204]
gemini-icon: ♊ [6,2303,63,2368]
ingredients-tag-line1: ಬೇಕಿರುವ [27,562,95,588]
iskcon-title-line2: ಬೆಂಗಳೂರಿನಲ್ಲಿ ಬೃಹತ್ ಹರಿನಾಮ ಸಂಕೀರ್ತನ [882,1267,1354,1304]
health-tips-line2: ಟಿಪ್ಸ್ [287,1219,318,1239]
publication-date: ಸೋಮವಾರ 2.12.2024 [89,45,211,61]
sonam-thumb-1 [709,1007,830,1187]
sonam-title [1138,223,1527,369]
cashew-body: ಗೋಡಂಬಿ ಮರಗಳಲ್ಲಿ ಇವರ ಹಣ್ಣು ನೇತಾಡುತ್ತಿರುತ್ತದೆ. ಹಣ್ಣಿನ ಕೆಳಭಾಗದಲ್ಲಿ ಗೋಡಂಬಿ ಬರುತ್ತದೆ. ವರ್ಷ ಪೂರ್ತಿ ಹಣ್ಣು ಹಾಗೂ ಗೋಡಂಬಿ ಲಭ್ಯವಿದ್ದು, ಇವುಗಳಲ್ಲಿ ಹಲವು ಪೋಷಕಾಂಶಗಳಿವೆ. ಗೋಡಂಬಿ ಅಥವಾ ಕ್ಯಾಶ್ಯೂ ನಟ್ಸ್ನಲ್ಲಿ ಅಪಾರ ಪ್ರಮಾಣದ ಫೈಬರ್ ಅಂಶ ಹೊಂದಿದ್ದು, ಇದನ್ನು ನಮ್ಮ ದೇಹ ಉತ್ತಮವಾಗಿ ಜೀರ್ಣಿಸಿಕೊಳ್ಳುತ್ತದೆ. ಇದರಿಂದ ಜೀರ್ಣ ಕ್ರಿಯೆ ಸುಧಾರಿಸಿ, ದೀರ್ಘಕಾಲಿಕ ರೋಗಗಳನ್ನು ಕಡಿಮೆ ಮಾಡುತ್ತದೆ. ಗೋಡಂಬಿ ಎಲ್ಡಿಎಲ್ ಕೊಲೆಸ್ಟ್ರಾಲ್ ಅನ್ನು ಕಡಿಮೆ ಮಾಡುತ್ತದೆ. ಅಲ್ಲದೆ, ಎಚ್ಡಿಎಲ್ ಕೊಲೆಸ್ಟ್ರಾಲ್ ಒಮ್ಮೆಯ ಸಾಮರ್ಥ್ಯವನ್ನು ಹೆಚ್ಚಿಸುತ್ತದೆ. ಇದರಿಂದ ಹೃದಯ ರೋಗ ಬರುವ ಅಪಾಯವನ್ನು ತಗ್ಗಿಸುತ್ತದೆ. ಆದರೆ, ಉಪ್ಪು ಅಂಶ ಹೆಚ್ಚಿರುವ ಅಥವಾ ಹುರಿದ ಗೋಡಂಬಿಯನ್ನು ಹೆಚ್ಚಾಗಿ ಸೇವಿಸಬಾರದು. ಗೋಡಂಬಿಯಲ್ಲಿ ವಿಟಮಿನ್ ಮತ್ತು ಖನಿಜಾಂಶಗಳು ಹೇರಳವಾಗಿದ್ದು, ಇದು ಚಯಾಪಚಯ ಕ್ರಿಯೆಯನ್ನು ಹೆಚ್ಚಿಸುತ್ತದೆ. ಇದ್ದು ಹಸಿವಾದಾಗ ಬೇಗನೆ ಸೇವಿಸಲು ಗೋಡಂಬಿ ಉತ್ತಮ. ಆರೋಗ್ಯಕರ ಹೆಚ್ಚು ಕಾಲ ಹೊಟ್ಟೆ ತುಂಬಿದಂತೆ ಭಾಸವಾಗಲು ಸಹಾಯಕ. ಹಾಸಿಗೆ ಮುನ್ನ ಮಾಡುವ ಗೋಡಂಬಿಯಲ್ಲಿ ಕಣ್ಣಿನ ಆರೋಗ್ಯಕ್ಕೆ ಬೇಕಾದ ಪೋಷಕಾಂಶಗಳಿವೆ. ಇದು ದೃಷ್ಟಿ ದೋಷ ಹಾಗೂ ಕಣ್ಣಿನ ರೋಗಗಳಿಂದ ನಮ್ಮನ್ನು ರಕ್ಷಿಸುತ್ತದೆ. ಗೋಡಂಬಿ ಮೆಗ್ನೀಷಿಯಂ, ಝಿಂಕ್, ಕಬ್ಬಿಣ ಹಾಗೂ ಫಾಸ್ಫರಸ್ ಅಂಶ ಹೆಚ್ಚಿರುತ್ತದೆ. ಅಲ್ಲದೆ, ಪ್ರೊಟೀನ್ಗಳು ಹಾಗೂ ಖನಿಜಗಳು ಮೂಳೆ ಸ್ನಾಯುಗಳಿಗೆ ಶಕ್ತಿ ತುಂಬುತ್ತವೆ. [19,829,343,983]
ingredients-tag-line2: ಸಾಮಗ್ರಿ [33,594,88,621]
virgo-icon: ♍ [225,2180,290,2253]
sonam-title-line1: ಹಸಿರು ಮಿಸ್ ಸೋಹೀ [1229,235,1436,269]
rashi-vrishabha: ♉ ವೃಷಭ: ನಿಮ್ಮ ಅರೋಗ್ಯ ಚೆನ್ನಾಗಿದ್ದು, ಎಲ್ಲೆ ಹೋದರೂ ಅಪರಿಚಿತರಿಂದ ಸಹಾಯ ಲಭ್ಯ, ವ್ಯವಹಾರದಲ್ಲಿ ಲಾಭ. [6,2203,217,2296]
sagittarius-icon: ♐ [534,1956,599,2026]
pollution-body-right: ಜಲಮೂಲಗಳನ್ನು ಕಲುಷಿತಗೊಳಿಸುವ ಪ್ಲಾಸ್ಟಿಕ್ ಮಾಲಿನ್ಯವು ಸಮುದ್ರ ಜೀವಿಗಳಿಗೆ ಅಪಾಯ ತಂದೊಡ್ಡಿದೆ. ವಿಶ್ವಸಂಸ್ಥೆ (ಯುಎನ್), ವಿಶ್ವ ಆರೋಗ್ಯ ಸಂಸ್ಥೆ (ಡಬ್ಲ್ಯೂಎಚ್ಒ), ಗ್ರೀನ್ಪೀಸ್ ಮತ್ತು ಇತರ ಅಂತಾರಾಷ್ಟ್ರೀಯ ಸಂಸ್ಥೆಗಳು ಮಾಲಿನ್ಯ ನಿಯಂತ್ರಣಕ್ಕಾಗಿ ಶ್ರಮಿಸುತ್ತಿವೆ. ಭಾರತದಲ್ಲೂ ಸಹ ಸರ್ಕಾರವು ವಿವಿಧ ಯೋಜನೆಗಳನ್ನು ಜಾರಿಗೆ ತಂದಿದೆ. ಸ್ವಚ್ಛ ಭಾರತ ಅಭಿಯಾನ, ರಾಷ್ಟ್ರೀಯ ಶುದ್ಧ ವಾಯು ಕಾರ್ಯಕ್ರಮ ಇವುಗಳಲ್ಲಿ ಪ್ರಮುಖವಾದವು. ಆದರೆ, ಕೇವಲ ಸರ್ಕಾರದ ಪ್ರಯತ್ನ ಸಾಲದು, ಸಾರ್ವಜನಿಕರ ಸಹಭಾಗಿತ್ವವೂ ಅಗತ್ಯ. ಪ್ರತಿಯೊಂದು ಮನೆಯಲ್ಲೂ ತ್ಯಾಜ್ಯವನ್ನು ಬೇರ್ಪಡಿಸುವುದು, ನೀರು ಮತ್ತು ವಿದ್ಯುತ್ ಉಳಿತಾಯ ಮಾಡುವುದು ಮಾಲಿನ್ಯ ತಡೆಯಲು ಸಹಕಾರಿ. ಶಾಲಾ ಕಾಲೇಜುಗಳಲ್ಲಿ ಈ ಕುರಿತು ವಿಚಾರ ಸಂಕಿರಣಗಳು, ಸ್ಪರ್ಧೆಗಳು ನಡೆಯುತ್ತವೆ. ಭೋಪಾಲ್ ಅನಿಲ ದುರಂತದಲ್ಲಿ ಮಡಿದವರ ಸ್ಮರಣಾರ್ಥವೂ ಈ ಸಮಯದಲ್ಲಿ ಜಾಗೃತಿ ಮೂಡಿಸಲಾಗುತ್ತದೆ. ಈ ಕಾರಣದಿಂದಾಗಿ, ಡಬ್ಲ್ಯೂಎಚ್ ಭಾರತ, ಬಾಂಗ್ಲಾದೇಶ, ಕತಾರ್, ಪಾಕಿಸ್ತಾನ ಸೇರಿದಂತೆ ಹಲವು ದೇಶಗಳು ಈ ದಿನವನ್ನು ಆಚರಿಸುತ್ತವೆ. [1311,1954,1523,2147]
rashi-dhanu: ♐ ಧನಸ್ಸು: ಅಪರಿಚಿತರ ವಿಷಯದಲ್ಲಿ ಎಚ್ಚರ, ಕೃಗಾರಿಕಾ ಉದ್ಯಮಿಗಳಿಗೆ ಮಧ್ಯಮ ಲಾಭ, ವಿನಾಕಾರಣ ಕೋಪ, ದಾಯಾದಿ ಕಲಹ. [534,1956,817,2037]
ingredients-tag [0,547,121,636]
health-tips-badge [254,1168,351,1265]
rashi-makara: ♑ ಮಕರ: ನಿಮ್ಮ ಉದಾಸೀನತೆಯಿಂದ ಅವಕಾಶ ಕೈ ತಪ್ಪಲಿದೆ, ಕೆಲವರ ಕುಟಿಲ ಬುದ್ಧಿಯಿಂದ ತೊಂದರೆ, ಹಿತ ಶತ್ರು ಬಾಧೆ. [534,2046,817,2126]
ad-brand-name: Star Union Dai-ichi [337,146,607,183]
sonam-photo-strip [709,1007,1527,1187]
iskcon-body: ಕರೆದ ಕಾರ್ಯ ಹಿಂಗನ್ನಲಿಂದ, ಬಾಂಗ್ಲಾದೇಶದ ಹಿಂದೂ ಸಮುದಾಯದ ಧಾರ್ಮಿಕ ದಾಳಿಗೆ ಒಳಗಾಗಿರುವುದು ಮತ್ತು ಹಿಂದೂಗಳ ಮೇಲೆ ಕಿರುಕುಳ ನಡೆಯುತ್ತಿರುವ ವಿಷಯ. ಇತ್ತೀಚೆಗೆ, ಢಾಕಾ ಪೊಲೀಸರಿಂದ, ಬಾಂಗ್ಲಾದೇಶದ ಸನಾತನ ಜಾಗರಣ ಮಂಚದ ವಕ್ತಾರರೂ ಹಾಗೂ ಇಸ್ಕಾನ್ ಬಾಂಗ್ಲಾದೇಶದ ಸದಸ್ಯರೂ ಆದ ಚಿನ್ಮಯ ಕೃಷ್ಣದಾಸ್ ಪ್ರಭು ಅವರನ್ನು ಬಂಧಿಸಲಾಗಿದೆ. ಬಾಂಗ್ಲಾದೇಶದ ಹಲವು ಮಂದಿರಗಳ ಮೇಲೆ ದಾಳಿಗಳು ನಡೆಯುತ್ತಿವೆ ಮತ್ತು ಅಲ್ಲಿ ಸನಾತನ ಧರ್ಮದ ಅನುಯಾಯಿಗಳು ತೀವ್ರ ಭಯದ ವಾತಾವರಣದಲ್ಲಿ ಜೀವಿಸುತ್ತಿದ್ದಾರೆ. ಈ ಬಗ್ಗೆ ವಿಶ್ವದಾದ್ಯಂತ ಹಿಂದೂ ಸಂಘಟನೆಗಳು ಕಳವಳ ವ್ಯಕ್ತಪಡಿಸಿವೆ. ಶಾಂತಿಪೂರ್ಣ ಮತ್ತು ಕಾನೂನುಬದ್ಧವಾಗಿ ಇಸ್ಕಾನ್ ಅಲ್ಪಸಂಖ್ಯಾತ ಸಮುದಾಯಗಳ ಸುರಕ್ಷತೆಗಾಗಿ ಪ್ರಾರ್ಥಿಸುತ್ತದೆ. ಈ ಹಿನ್ನೆಲೆಯಲ್ಲಿ ಬೆಂಗಳೂರಿನ ಇಸ್ಕಾನ್ ವತಿಯಿಂದ ಬೃಹತ್ ಹರಿನಾಮ ಸಂಕೀರ್ತನ ಮೆರವಣಿಗೆ ನಡೆಸಲಾಯಿತು. ಭಾರತದ ವಿವಿಧ ಭಾಗಗಳಿಂದ ಬಂದ ಭಕ್ತರು ಇದರಲ್ಲಿ ಪಾಲ್ಗೊಂಡಿದ್ದರು. ಬಾಂಗ್ಲಾದೇಶದಲ್ಲಿ ಶಾಂತಿ ಸ್ಥಾಪನೆಯಾಗಲಿ, ಅಲ್ಲಿನ ಹಿಂದೂಗಳಿಗೆ ರಕ್ಷಣೆ ಸಿಗಲಿ ಎಂದು ಪ್ರಾರ್ಥಿಸಲಾಯಿತು. ಇಸ್ಕಾನ್ ಬೆಂಗಳೂರಿನ ಅಧ್ಯಕ್ಷರಾದ ಮಧು ಪಂಡಿತ ದಾಸ ಅವರು ಮಾತನಾಡಿ ನಾವು ಭಗವಂತನ ನಾಮ ಸಂಕೀರ್ತನೆಯ ಮೂಲಕ ಶಾಂತಿಯನ್ನು ಕೋರುತ್ತೇವೆ ಎಂದರು. [733,1331,984,1524]
bulb-icon [15,95,104,184]
rashi-kataka: ♋ ಕಟಕ: ಗುರು ಹಿರಿಯರ ದರ್ಶನ, ಭಾಗ್ಯ ವೃದ್ಧಿ, ಉದ್ಯೋಗ ಆಶಾದಾಯಕ, ಪಾಲುದಾರರ ಮಾತುಕತೆ, ರೋಗಬಾಧೆ. [225,1956,524,2060]
sonam-main-photo [709,223,1130,1004]
page-number: 6 [11,3,56,77]
astrologer-website: www.jyotishyavaastu.com [78,2018,205,2029]
pollution-title [1052,1953,1303,2034]
iskcon-photo [992,1330,1503,1622]
astrologer-phone: ದೂರವಾಣಿ–9964739507 [78,2000,179,2012]
rashi-kumbha: ♒ ಕುಂಭ: ಅಧಿಕ ಖರ್ಚು, ಮಕ್ಕಳ ವಿಷಯದಲ್ಲಿ ಆತಂಕ, ಮನೆ ವಾತಾವರಣ ಸಂತಸ, ವಿವಿಧ ಮೂಲಗಳಿಂದ ಧನ ಲಾಭ. [534,2135,817,2215]
sonam-title-line3: ಸೋನಮ್ ಕಪೂರ್ [1244,323,1421,356]
pollution-title-line2: ದಿನಾಚರಣೆ [1138,1998,1217,2024]
